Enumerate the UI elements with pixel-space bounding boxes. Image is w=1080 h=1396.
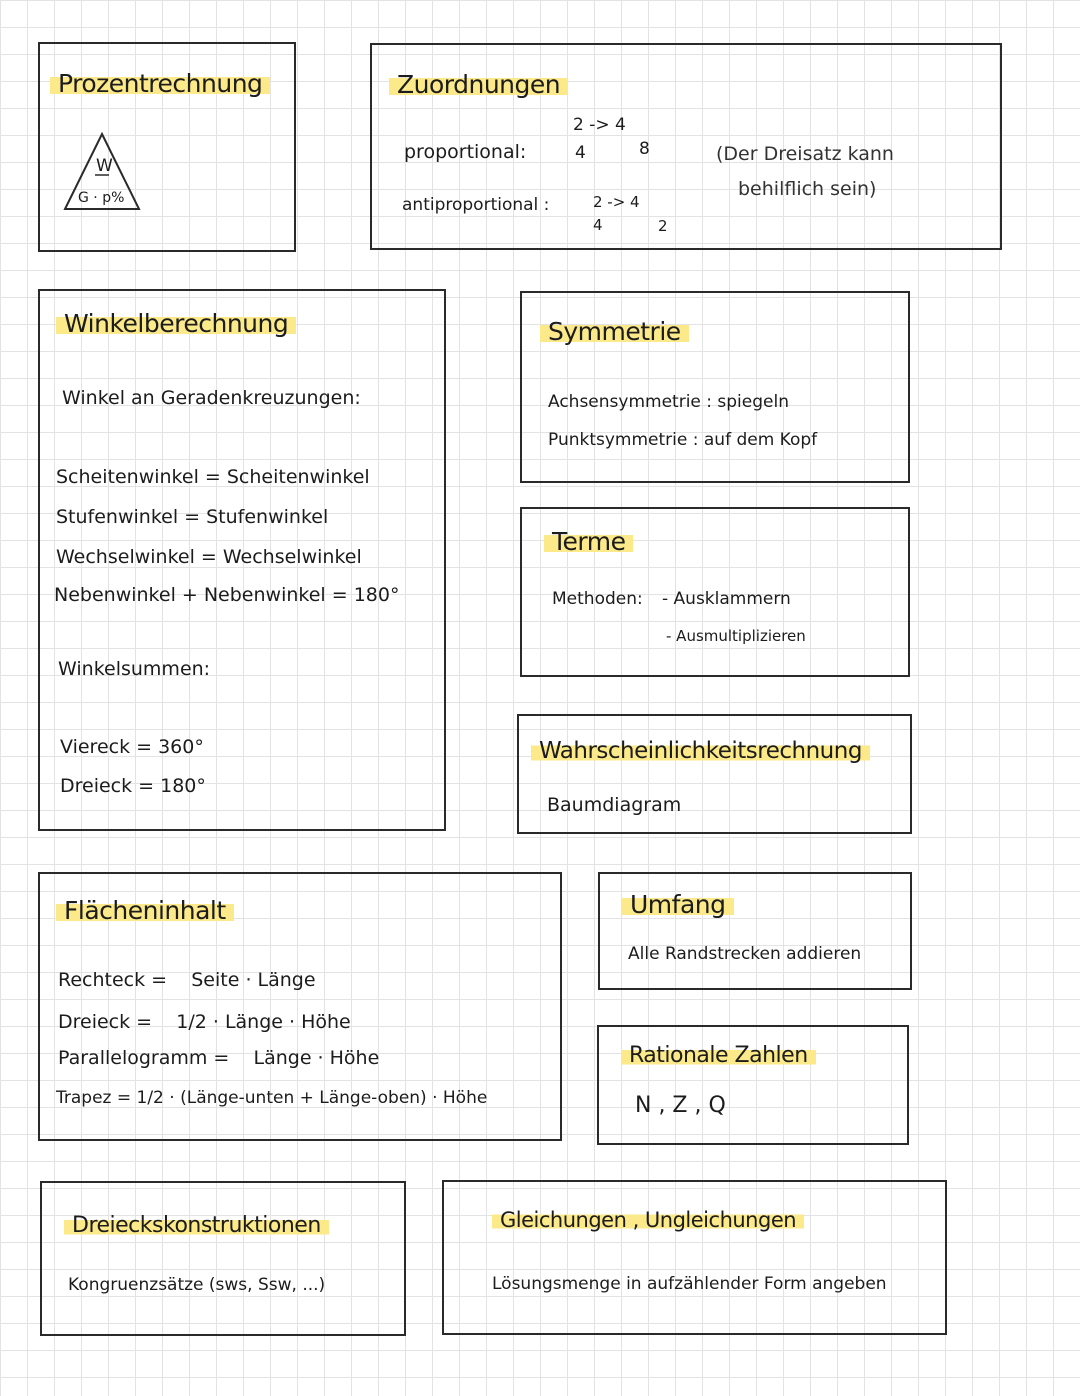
dreieckskonstruktionen-text: Kongruenzsätze (sws, Ssw, ...) (68, 1275, 326, 1295)
winkel-line-neben: Nebenwinkel + Nebenwinkel = 180° (54, 584, 400, 606)
card-dreieckskonstruktionen (40, 1181, 406, 1336)
symmetrie-achsen: Achsensymmetrie : spiegeln (548, 392, 789, 412)
winkel-line-wechsel: Wechselwinkel = Wechselwinkel (56, 546, 362, 568)
card-rationale-zahlen (597, 1025, 909, 1145)
symmetrie-punkt: Punktsymmetrie : auf dem Kopf (548, 430, 818, 450)
proportional-row1: 2 -> 4 (573, 115, 626, 135)
heading-symmetrie: Symmetrie (540, 317, 689, 346)
antiproportional-row2b: 2 (658, 217, 668, 235)
card-symmetrie (520, 291, 910, 483)
triangle-bottom-label: G · p% (78, 190, 125, 206)
heading-wahrscheinlichkeitsrechnung: Wahrscheinlichkeitsrechnung (531, 738, 870, 764)
card-flaecheninhalt (38, 872, 562, 1141)
triangle-top-label: W (96, 156, 113, 176)
heading-terme: Terme (544, 527, 633, 556)
rationale-zahlen-sets: N , Z , Q (635, 1093, 726, 1118)
card-prozentrechnung (38, 42, 296, 252)
card-wahrscheinlichkeitsrechnung (517, 714, 912, 834)
card-winkelberechnung (38, 289, 446, 831)
heading-rationale-zahlen: Rationale Zahlen (621, 1043, 816, 1068)
dreisatz-note-line2: behilflich sein) (738, 178, 877, 200)
antiproportional-row1: 2 -> 4 (593, 193, 640, 211)
heading-gleichungen: Gleichungen , Ungleichungen (492, 1208, 804, 1232)
heading-prozentrechnung: Prozentrechnung (50, 69, 270, 98)
wahrscheinlichkeit-baumdiagram: Baumdiagram (547, 794, 682, 816)
flaeche-dreieck: Dreieck = 1/2 · Länge · Höhe (58, 1011, 351, 1033)
heading-flaecheninhalt: Flächeninhalt (56, 896, 234, 925)
heading-dreieckskonstruktionen: Dreieckskonstruktionen (64, 1213, 329, 1238)
flaeche-rechteck: Rechteck = Seite · Länge (58, 969, 316, 991)
heading-zuordnungen: Zuordnungen (389, 70, 568, 99)
proportional-row2b: 8 (639, 139, 650, 159)
winkelsumme-viereck: Viereck = 360° (60, 736, 204, 758)
card-terme (520, 507, 910, 677)
winkelsummen-label: Winkelsummen: (58, 658, 211, 680)
winkel-line-stufen: Stufenwinkel = Stufenwinkel (56, 506, 329, 528)
umfang-text: Alle Randstrecken addieren (628, 944, 862, 964)
terme-item-ausmultiplizieren: - Ausmultiplizieren (666, 627, 806, 645)
flaeche-parallelogramm: Parallelogramm = Länge · Höhe (58, 1047, 380, 1069)
heading-umfang: Umfang (622, 890, 734, 919)
antiproportional-row2a: 4 (593, 216, 603, 234)
card-zuordnungen (370, 43, 1002, 250)
gleichungen-text: Lösungsmenge in aufzählender Form angeben (492, 1274, 887, 1294)
heading-winkelberechnung: Winkelberechnung (56, 309, 296, 338)
dreisatz-note-line1: (Der Dreisatz kann (716, 143, 894, 165)
proportional-label: proportional: (404, 141, 527, 163)
card-umfang (598, 872, 912, 990)
terme-item-ausklammern: - Ausklammern (662, 589, 791, 609)
winkelsumme-dreieck: Dreieck = 180° (60, 775, 206, 797)
terme-methoden-label: Methoden: (552, 589, 643, 609)
winkel-line-scheitel: Scheitenwinkel = Scheitenwinkel (56, 466, 370, 488)
flaeche-trapez: Trapez = 1/2 · (Länge-unten + Länge-oben) · Höhe (56, 1088, 488, 1108)
proportional-row2a: 4 (575, 143, 586, 163)
card-gleichungen (442, 1180, 947, 1335)
antiproportional-label: antiproportional : (402, 195, 550, 215)
winkel-intro: Winkel an Geradenkreuzungen: (62, 387, 361, 409)
